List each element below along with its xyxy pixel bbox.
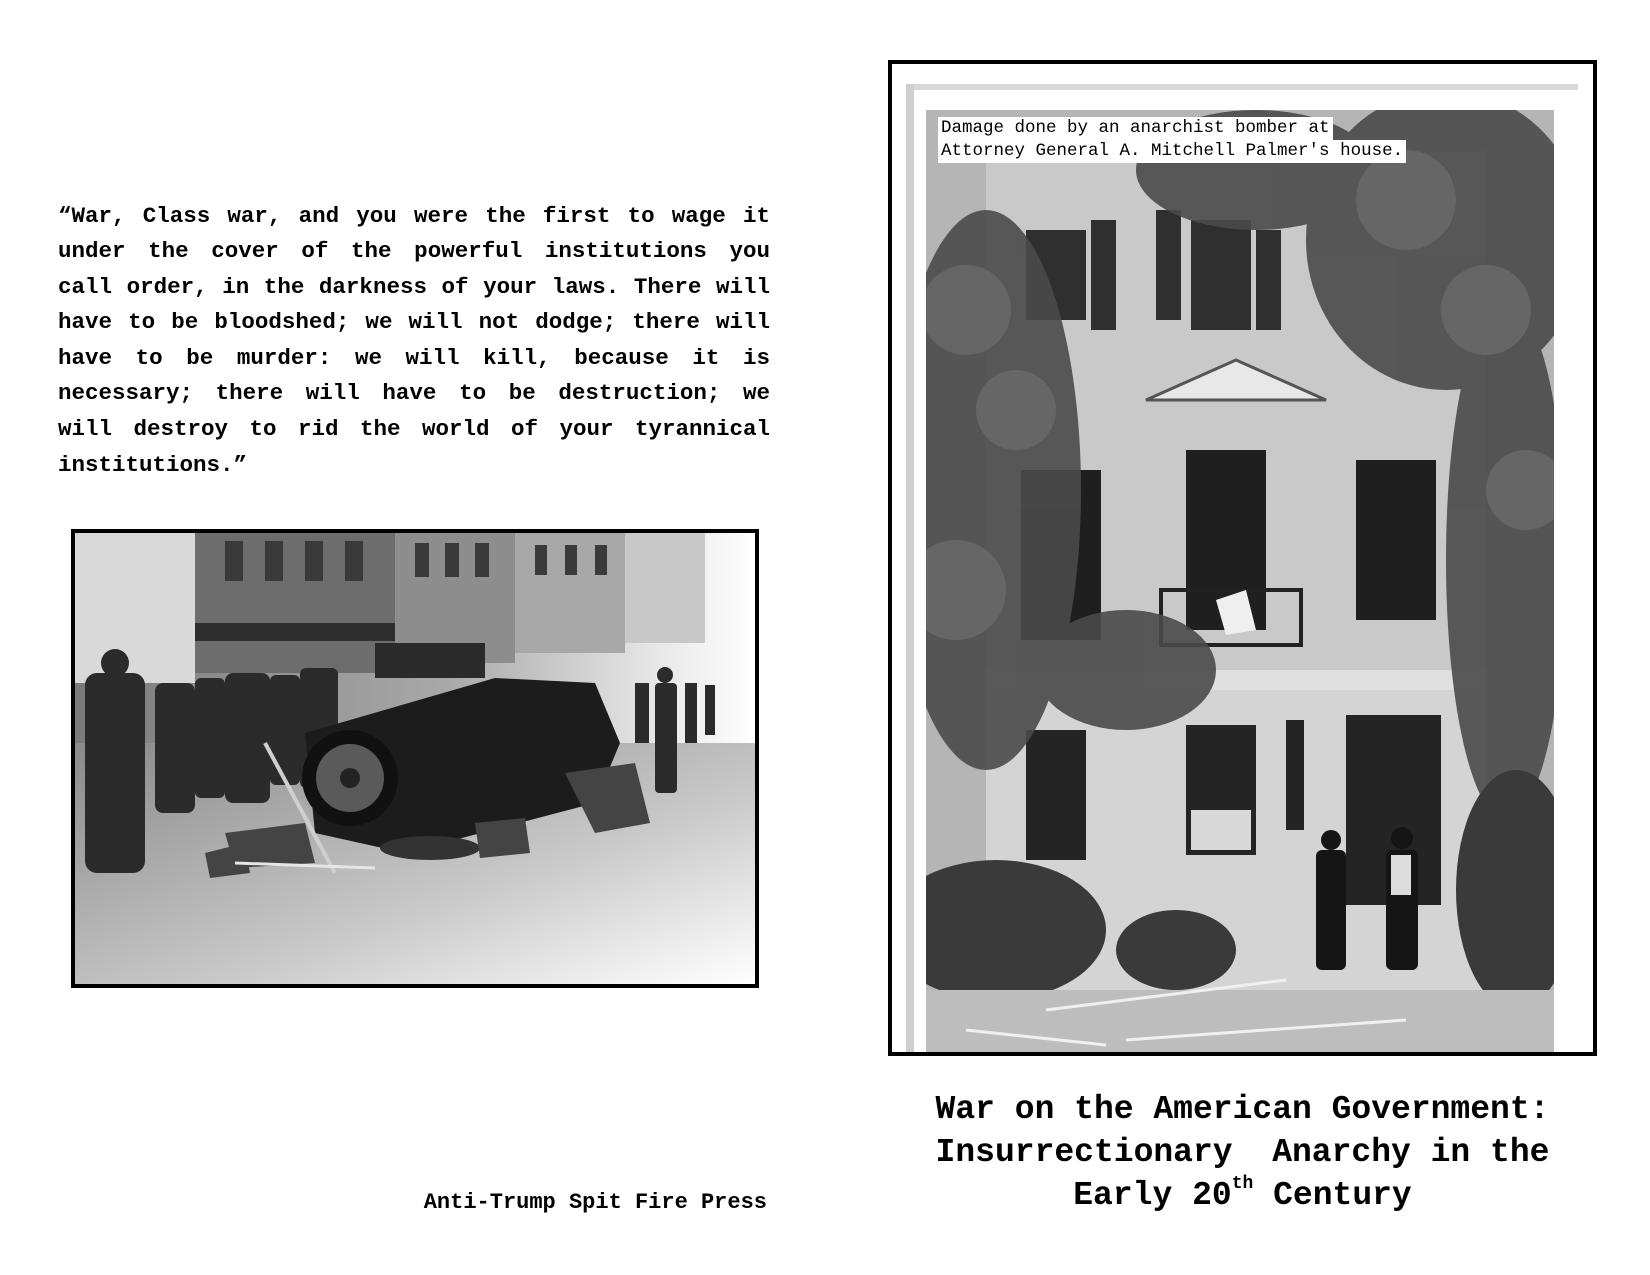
title-line-3-post: Century	[1253, 1177, 1412, 1214]
photo-edge-top	[906, 84, 1578, 90]
title-superscript: th	[1231, 1174, 1254, 1194]
palmer-house-photo	[926, 110, 1554, 1056]
title-line-3	[888, 1174, 1597, 1217]
palmer-house-image	[926, 110, 1554, 1056]
caption-line-1: Damage done by an anarchist bomber at	[938, 117, 1333, 140]
wrecked-car-image	[75, 533, 755, 984]
epigraph-quote: “War, Class war, and you were the first to wage it under the cover of the powerful institutions you call order, in the darkness of your laws. There will have to be bloodshed; we will not dodge; there will have to be murder: we will kill, because it is necessary; there will have to be destruction; we will destroy to rid the world of your tyrannical institutions.”	[58, 202, 770, 478]
title-line-1: War on the American Government:	[935, 1091, 1550, 1128]
photo-edge-left	[906, 84, 914, 1056]
cover-photo	[888, 60, 1597, 1056]
cover-title	[888, 1088, 1597, 1217]
wrecked-car-photo	[71, 529, 759, 988]
title-line-2: Insurrectionary Anarchy in the	[935, 1134, 1550, 1171]
caption-line-2: Attorney General A. Mitchell Palmer's house.	[938, 140, 1406, 163]
title-line-3-pre: Early 20	[1073, 1177, 1232, 1214]
photo-caption	[938, 117, 1406, 163]
publisher-name: Anti-Trump Spit Fire Press	[423, 1190, 767, 1215]
